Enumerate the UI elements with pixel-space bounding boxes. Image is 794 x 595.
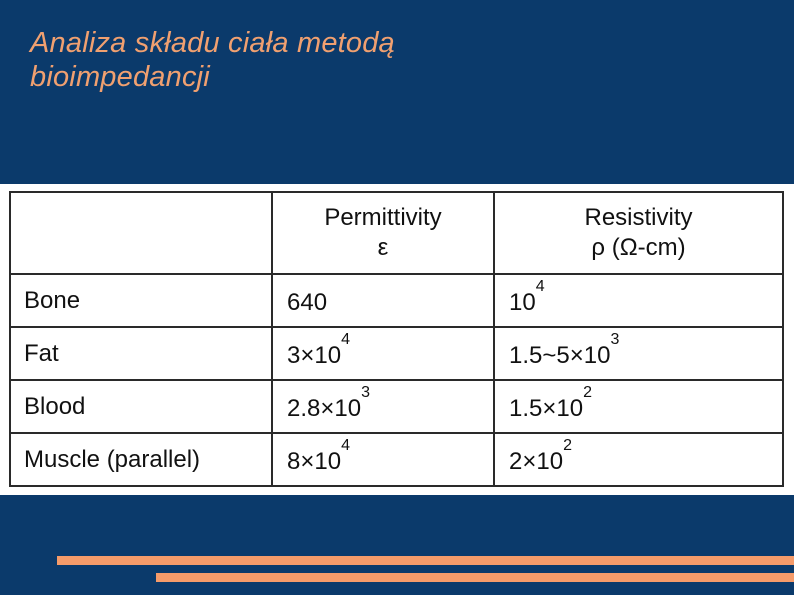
- resistivity-exponent: 2: [563, 436, 572, 454]
- resistivity-exponent: 2: [583, 383, 592, 401]
- resistivity-exponent: 3: [610, 330, 620, 348]
- permittivity-exponent: 4: [341, 330, 350, 348]
- permittivity-value: 2.8×10: [287, 394, 362, 422]
- permittivity-cell: [272, 433, 494, 486]
- tissue-properties-table: [9, 191, 784, 487]
- table-row: [10, 274, 783, 327]
- resistivity-exponent: 4: [535, 277, 545, 295]
- table-header-row: [10, 192, 783, 274]
- header-permittivity-symbol: ε: [377, 234, 389, 261]
- resistivity-cell: [494, 380, 783, 433]
- header-permittivity: [272, 192, 494, 274]
- permittivity-value: 640: [287, 288, 328, 316]
- resistivity-value: 2×10: [509, 447, 564, 475]
- permittivity-value: 3×10: [287, 341, 342, 369]
- resistivity-cell: [494, 327, 783, 380]
- header-permittivity-label: Permittivity: [324, 204, 442, 231]
- resistivity-cell: [494, 274, 783, 327]
- table-row: [10, 433, 783, 486]
- accent-stripe-upper: [57, 556, 794, 565]
- row-label-fat: Fat: [10, 327, 272, 380]
- permittivity-exponent: 4: [341, 436, 350, 454]
- permittivity-exponent: 3: [361, 383, 370, 401]
- header-empty-cell: [10, 192, 272, 274]
- row-label-blood: Blood: [10, 380, 272, 433]
- slide-title: [30, 26, 750, 94]
- row-label-muscle: Muscle (parallel): [10, 433, 272, 486]
- resistivity-value: 10: [509, 288, 536, 316]
- slide-title-line-2: bioimpedancji: [30, 61, 210, 93]
- header-resistivity: [494, 192, 783, 274]
- table-row: [10, 327, 783, 380]
- permittivity-cell: [272, 327, 494, 380]
- header-resistivity-unit: ρ (Ω-cm): [591, 234, 686, 261]
- permittivity-value: 8×10: [287, 447, 342, 475]
- table-row: [10, 380, 783, 433]
- permittivity-cell: [272, 274, 494, 327]
- accent-stripe-lower: [156, 573, 794, 582]
- resistivity-value: 1.5×10: [509, 394, 584, 422]
- slide-title-line-1: Analiza składu ciała metodą: [30, 27, 395, 59]
- header-resistivity-label: Resistivity: [584, 204, 693, 231]
- permittivity-cell: [272, 380, 494, 433]
- resistivity-value: 1.5~5×10: [509, 341, 611, 369]
- table-panel: [0, 184, 794, 495]
- row-label-bone: Bone: [10, 274, 272, 327]
- resistivity-cell: [494, 433, 783, 486]
